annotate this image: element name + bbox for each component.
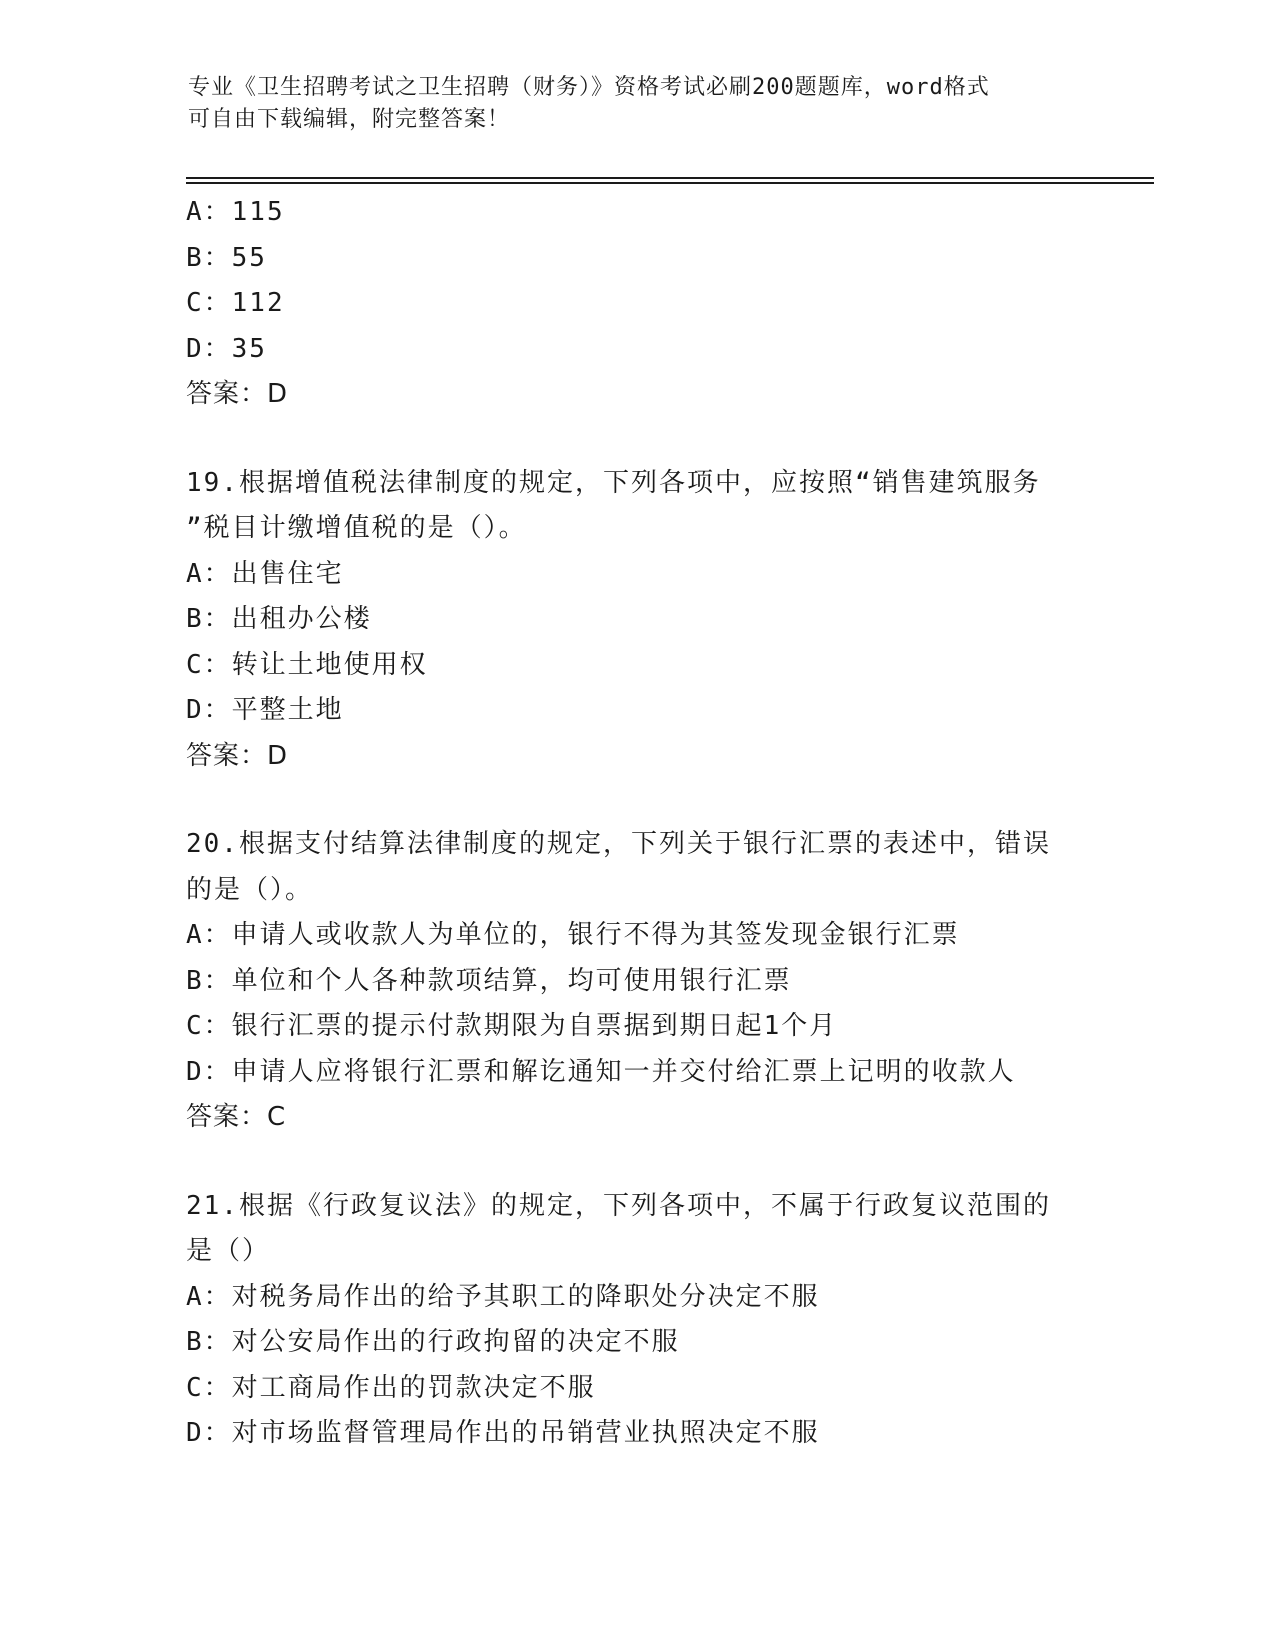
spacer xyxy=(186,779,1086,822)
question-21-option-d: D：对市场监督管理局作出的吊销营业执照决定不服 xyxy=(186,1418,820,1448)
question-20-block xyxy=(186,822,1086,1141)
header-title-line-1: 专业《卫生招聘考试之卫生招聘（财务）》资格考试必刷200题题库，word格式 xyxy=(188,75,990,100)
question-20-stem-line-1: 20.根据支付结算法律制度的规定，下列关于银行汇票的表述中，错误 xyxy=(186,829,1051,859)
question-20-option-b: B：单位和个人各种款项结算，均可使用银行汇票 xyxy=(186,965,792,996)
question-19-option-d: D：平整土地 xyxy=(186,695,344,725)
question-18-option-a: A：115 xyxy=(186,197,285,227)
question-21-stem-line-1: 21.根据《行政复议法》的规定，下列各项中，不属于行政复议范围的 xyxy=(186,1190,1051,1221)
question-18-option-c: C：112 xyxy=(186,288,285,318)
question-21-option-c: C：对工商局作出的罚款决定不服 xyxy=(186,1372,596,1403)
question-19-option-a: A：出售住宅 xyxy=(186,558,344,589)
question-21-stem-line-2: 是（） xyxy=(186,1236,271,1266)
page-header xyxy=(188,72,1068,136)
question-list xyxy=(186,190,1086,1457)
header-divider-bottom xyxy=(186,182,1154,184)
header-divider-top xyxy=(186,177,1154,179)
question-20-option-c: C：银行汇票的提示付款期限为自票据到期日起1个月 xyxy=(186,1011,838,1041)
question-21-option-a: A：对税务局作出的给予其职工的降职处分决定不服 xyxy=(186,1281,820,1312)
header-title-line-2: 可自由下载编辑，附完整答案！ xyxy=(188,107,511,132)
question-18-block xyxy=(186,190,1086,418)
question-20-answer: 答案：C xyxy=(186,1102,287,1132)
question-21-option-b: B：对公安局作出的行政拘留的决定不服 xyxy=(186,1327,680,1357)
question-20-option-d: D：申请人应将银行汇票和解讫通知一并交付给汇票上记明的收款人 xyxy=(186,1056,1016,1087)
question-19-stem-line-1: 19.根据增值税法律制度的规定，下列各项中，应按照“销售建筑服务 xyxy=(186,467,1041,498)
question-20-option-a: A：申请人或收款人为单位的，银行不得为其签发现金银行汇票 xyxy=(186,920,960,950)
question-19-option-b: B：出租办公楼 xyxy=(186,604,372,634)
question-19-stem-line-2: ”税目计缴增值税的是（）。 xyxy=(186,513,527,543)
question-18-answer: 答案：D xyxy=(186,379,289,409)
question-19-option-c: C：转让土地使用权 xyxy=(186,649,428,680)
question-19-answer: 答案：D xyxy=(186,740,289,771)
question-18-option-b: B：55 xyxy=(186,242,267,273)
question-21-block xyxy=(186,1184,1086,1457)
question-18-option-d: D：35 xyxy=(186,333,267,364)
spacer xyxy=(186,1141,1086,1184)
question-20-stem-line-2: 的是（）。 xyxy=(186,874,314,905)
question-19-block xyxy=(186,461,1086,780)
spacer xyxy=(186,418,1086,461)
